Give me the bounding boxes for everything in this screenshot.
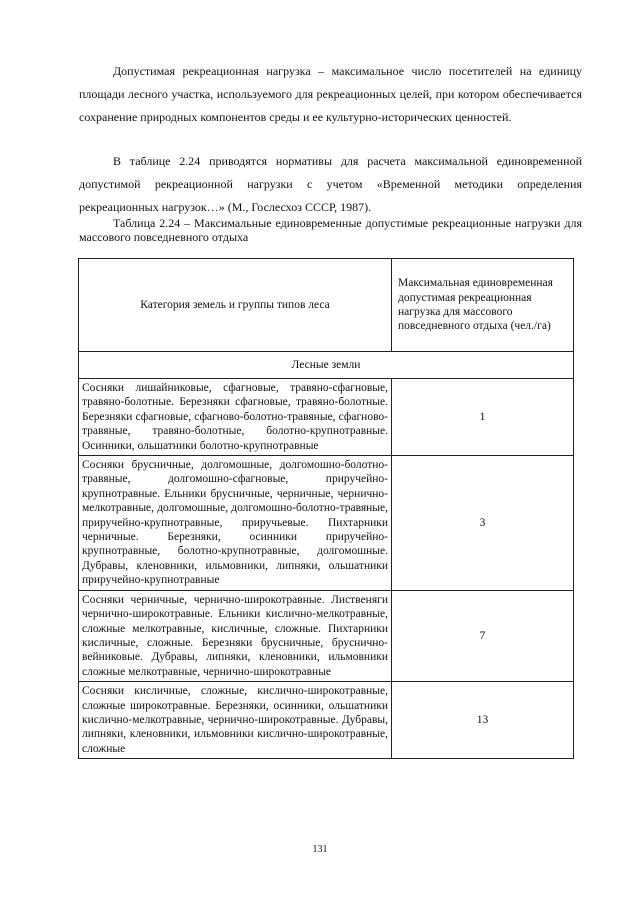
header-max-load: Максимальная единовременная допустимая рекреационная нагрузка для массового повседневного отдыха (чел./га)	[392, 259, 574, 352]
row-category: Сосняки лишайниковые, сфагновые, травяно-сфагновые, травяно-болотные. Березняки сфагновые, травяно-болотные. Березняки сфагновые, сфагново-болотно-травяные, сфагново-травяные, травяно-болотные, болотно-крупнотравные. Осинники, ольшатники болотно-крупнотравные	[79, 379, 392, 456]
table-row	[79, 379, 574, 456]
section-forest-lands: Лесные земли	[79, 352, 574, 379]
row-category: Сосняки брусничные, долгомошные, долгомошно-болотно-травяные, долгомошно-сфагновые, приручейно-крупнотравные. Ельники брусничные, черничные, чернично-мелкотравные, долгомошные, долгомошно-болотно-травяные, приручейно-крупнотравные, приручьевые. Пихтарники черничные. Березняки, осинники приручейно-крупнотравные, болотно-крупнотравные, долгомошные. Дубравы, кленовники, ильмовники, липняки, ольшатники приручейно-крупнотравные	[79, 456, 392, 591]
row-category: Сосняки черничные, чернично-широкотравные. Лиственяги чернично-широкотравные. Ельники кислично-мелкотравные, сложные мелкотравные, кисличные, сложные. Пихтарники кисличные, сложные. Березняки брусничные, бруснично-вейниковые. Дубравы, липняки, кленовники, ильмовники сложные мелкотравные, чернично-широкотравные	[79, 590, 392, 681]
table-row	[79, 456, 574, 591]
row-value: 7	[392, 590, 574, 681]
recreation-load-table	[78, 258, 574, 759]
table-caption: Таблица 2.24 – Максимальные единовременные допустимые рекреационные нагрузки для массового повседневного отдыха	[79, 216, 582, 244]
header-category: Категория земель и группы типов леса	[79, 259, 392, 352]
paragraph-definition: Допустимая рекреационная нагрузка – максимальное число посетителей на единицу площади лесного участка, используемого для рекреационных целей, при котором обеспечивается сохранение природных компонентов среды и ее культурно-исторических ценностей.	[79, 64, 582, 124]
page-number: 131	[312, 844, 328, 855]
table-row	[79, 590, 574, 681]
table-section-row	[79, 352, 574, 379]
row-category: Сосняки кисличные, сложные, кислично-широкотравные, сложные широкотравные. Березняки, осинники, ольшатники кислично-мелкотравные, чернично-широкотравные. Дубравы, липняки, кленовники, ильмовники кислично-широкотравные, сложные	[79, 682, 392, 759]
row-value: 1	[392, 379, 574, 456]
paragraph-table-intro: В таблице 2.24 приводятся нормативы для расчета максимальной единовременной допустимой рекреационной нагрузки с учетом «Временной методики определения рекреационных нагрузок…» (М., Гослесхоз СССР, 1987).	[79, 154, 582, 214]
row-value: 3	[392, 456, 574, 591]
table-header-row	[79, 259, 574, 352]
row-value: 13	[392, 682, 574, 759]
table-row	[79, 682, 574, 759]
